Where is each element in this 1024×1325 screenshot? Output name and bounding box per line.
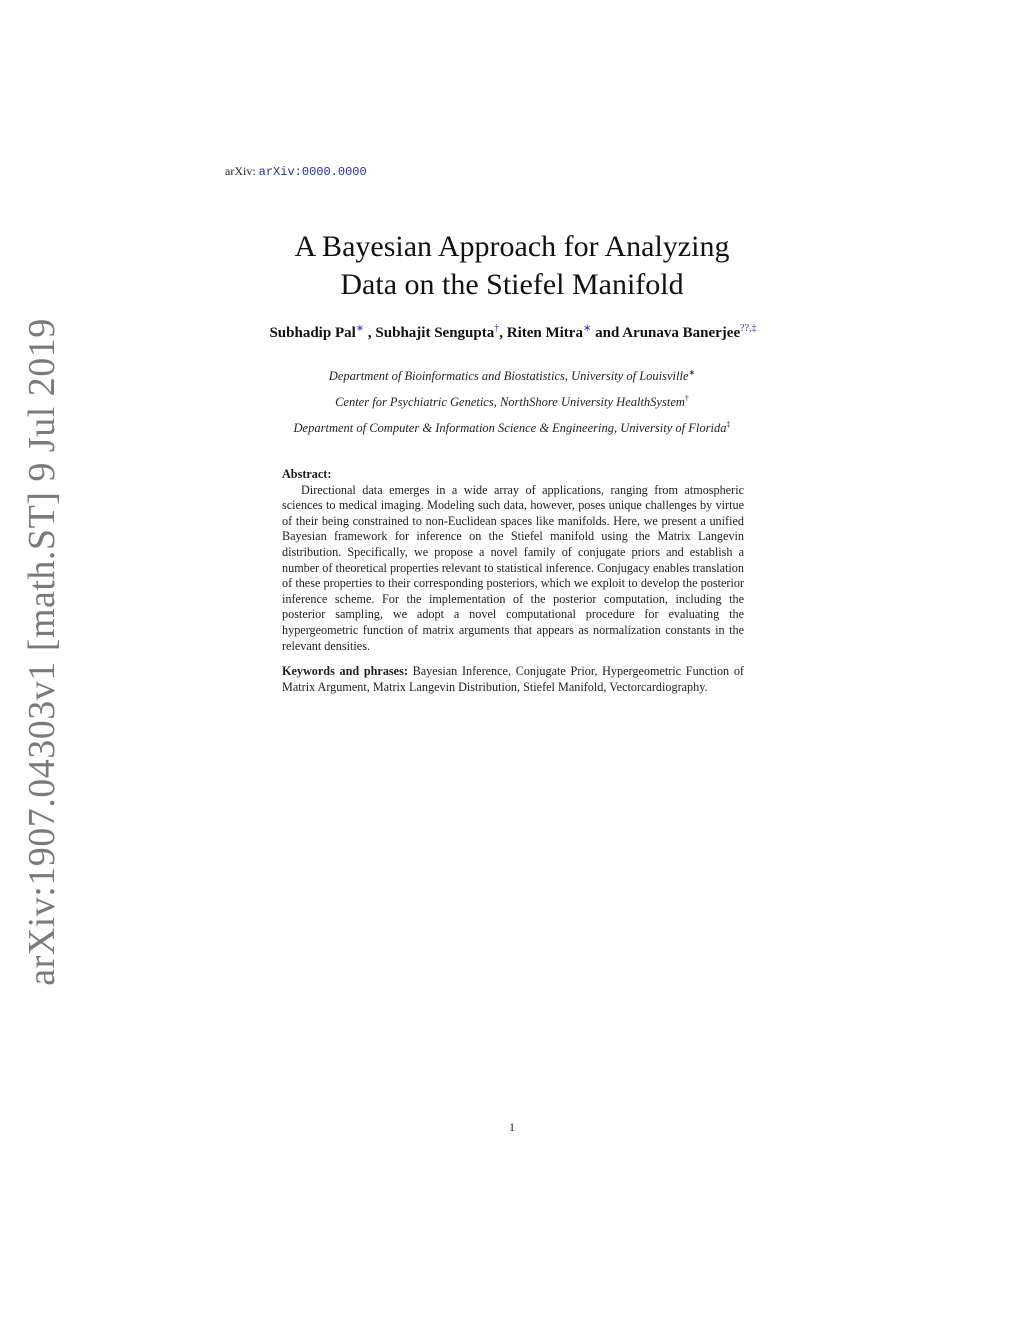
keywords <box>282 664 744 695</box>
author-name: , Subhajit Sengupta <box>367 325 495 341</box>
abstract-section <box>282 467 744 695</box>
author-mark[interactable]: ??,‡ <box>740 323 757 334</box>
keywords-label: Keywords and phrases: <box>282 664 408 679</box>
arxiv-link[interactable]: arXiv:0000.0000 <box>258 165 367 179</box>
title-line-1: A Bayesian Approach for Analyzing <box>294 230 730 263</box>
author-list <box>228 318 798 344</box>
keywords-text: Bayesian Inference, Conjugate Prior, Hypergeometric Function of Matrix Argument, Matrix Langevin Distribution, Stiefel Manifold, Vectorcardiography. <box>282 664 744 694</box>
arxiv-header <box>225 164 367 179</box>
abstract-body: Directional data emerges in a wide array of applications, ranging from atmospheric sciences to medical imaging. Modeling such data, however, poses unique challenges by virtue of their being constrained to non-Euclidean spaces like manifolds. Here, we present a unified Bayesian framework for inference on the Stiefel manifold using the Matrix Langevin distribution. Specifically, we propose a novel family of conjugate priors and establish a number of theoretical properties relevant to statistical inference. Conjugacy enables translation of these properties to their corresponding posteriors, which we exploit to develop the posterior inference scheme. For the implementation of the posterior computation, including the posterior sampling, we adopt a novel computational procedure for evaluating the hypergeometric function of matrix arguments that appears as normalization constants in the relevant densities. <box>282 482 744 653</box>
author-name: Subhadip Pal <box>269 325 356 341</box>
author-name: and Arunava Banerjee <box>591 325 741 341</box>
page-number: 1 <box>509 1120 515 1134</box>
affiliation-text: Department of Bioinformatics and Biostatistics, University of Louisville <box>328 369 689 384</box>
affiliation <box>200 368 824 384</box>
arxiv-label: arXiv: <box>225 164 259 178</box>
title-line-2: Data on the Stiefel Manifold <box>340 268 684 301</box>
affiliation <box>200 394 824 410</box>
arxiv-side-stamp <box>18 318 66 986</box>
affiliation-mark: ‡ <box>726 420 731 429</box>
author-mark[interactable]: ∗ <box>582 323 592 334</box>
affiliation-text: Center for Psychiatric Genetics, NorthShore University HealthSystem <box>335 395 685 410</box>
abstract-heading: Abstract: <box>282 467 332 481</box>
affiliation-mark: ∗ <box>688 368 696 377</box>
paper-title <box>200 228 824 304</box>
author-mark[interactable]: † <box>494 323 500 334</box>
arxiv-side-stamp-text: arXiv:1907.04303v1 [math.ST] 9 Jul 2019 <box>21 318 63 986</box>
affiliation-mark: † <box>684 394 689 403</box>
author-name: , Riten Mitra <box>499 325 583 341</box>
author-mark[interactable]: ∗ <box>355 323 365 334</box>
affiliation <box>200 420 824 436</box>
affiliation-text: Department of Computer & Information Science & Engineering, University of Florida <box>293 421 727 436</box>
